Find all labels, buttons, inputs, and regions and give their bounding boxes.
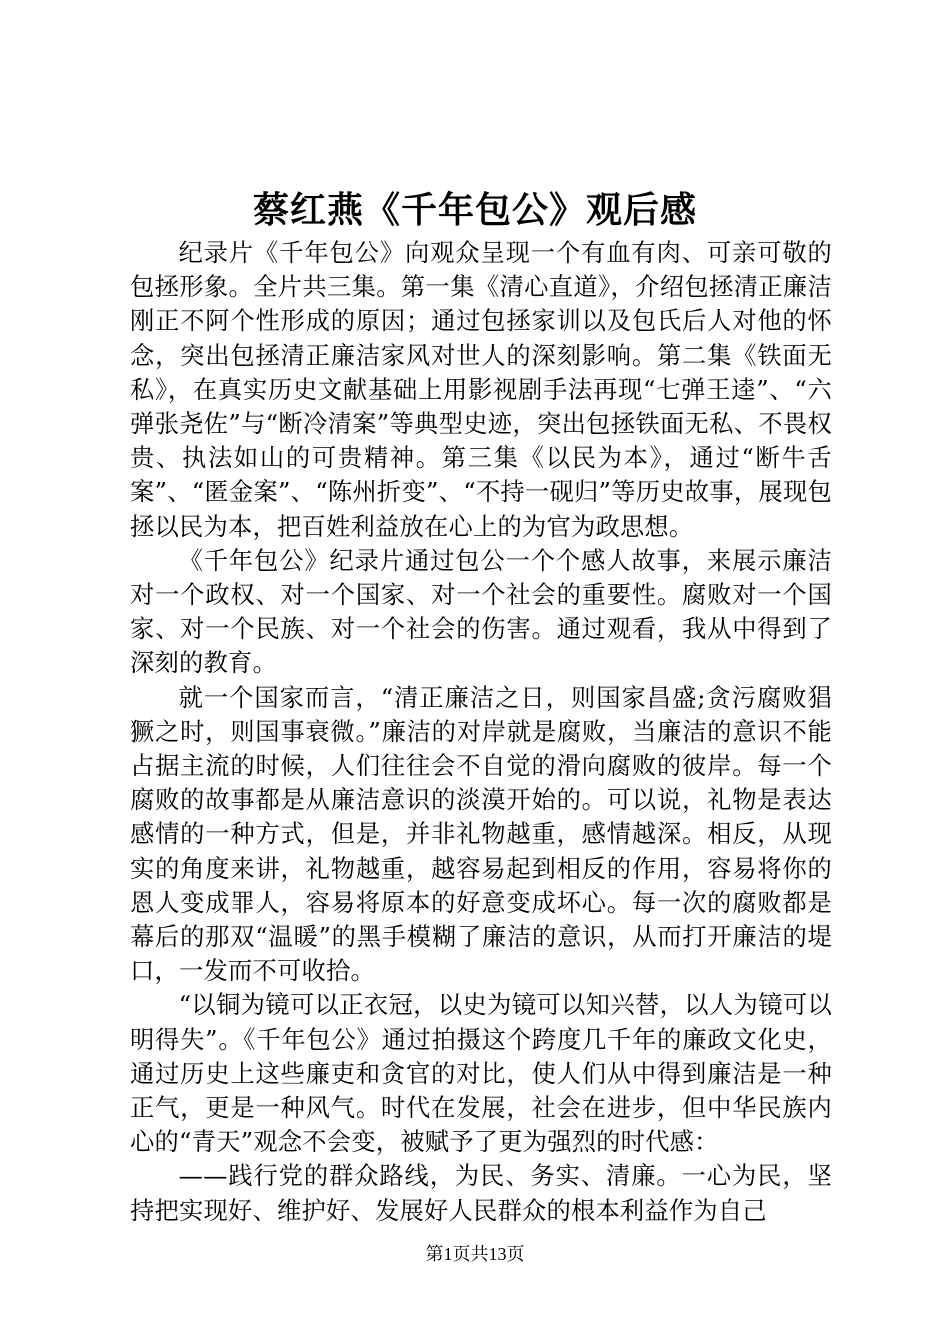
page-number: 第1页 xyxy=(425,1244,471,1264)
paragraph: 纪录片《千年包公》向观众呈现一个有血有肉、可亲可敬的包拯形象。全片共三集。第一集《清心直道》，介绍包拯清正廉洁刚正不阿个性形成的原因；通过包拯家训以及包氏后人对他的怀念，突出包拯清正廉洁家风对世人的深刻影响。第二集《铁面无私》，在真实历史文献基础上用影视剧手法再现“七弹王逵”、“六弹张尧佐”与“断冷清案”等典型史迹，突出包拯铁面无私、不畏权贵、执法如山的可贵精神。第三集《以民为本》，通过“断牛舌案”、“匿金案”、“陈州折变”、“不持一砚归”等历史故事，展现包拯以民为本，把百姓利益放在心上的为官为政思想。 xyxy=(130,238,832,541)
paragraph: ——践行党的群众路线，为民、务实、清廉。一心为民，坚持把实现好、维护好、发展好人民群众的根本利益作为自己 xyxy=(130,1161,832,1225)
page-footer xyxy=(0,1242,950,1266)
paragraph: “以铜为镜可以正衣冠，以史为镜可以知兴替，以人为镜可以明得失”。《千年包公》通过拍摄这个跨度几千年的廉政文化史，通过历史上这些廉吏和贪官的对比，使人们从中得到廉洁是一种正气，更是一种风气。时代在发展，社会在进步，但中华民族内心的“青天”观念不会变，被赋予了更为强烈的时代感： xyxy=(130,990,832,1157)
document-body xyxy=(130,236,832,1228)
page-total: 共13页 xyxy=(470,1244,525,1264)
document-title: 蔡红燕《千年包公》观后感 xyxy=(252,189,697,231)
paragraph: 《千年包公》纪录片通过包公一个个感人故事，来展示廉洁对一个政权、对一个国家、对一个社会的重要性。腐败对一个国家、对一个民族、对一个社会的伤害。通过观看，我从中得到了深刻的教育。 xyxy=(130,545,832,678)
paragraph: 就一个国家而言，“清正廉洁之日，则国家昌盛;贪污腐败猖獗之时，则国事衰微。”廉洁的对岸就是腐败，当廉洁的意识不能占据主流的时候，人们往往会不自觉的滑向腐败的彼岸。每一个腐败的故事都是从廉洁意识的淡漠开始的。可以说，礼物是表达感情的一种方式，但是，并非礼物越重，感情越深。相反，从现实的角度来讲，礼物越重，越容易起到相反的作用，容易将你的恩人变成罪人，容易将原本的好意变成坏心。每一次的腐败都是幕后的那双“温暖”的黑手模糊了廉洁的意识，从而打开廉洁的堤口，一发而不可收拾。 xyxy=(130,682,832,986)
